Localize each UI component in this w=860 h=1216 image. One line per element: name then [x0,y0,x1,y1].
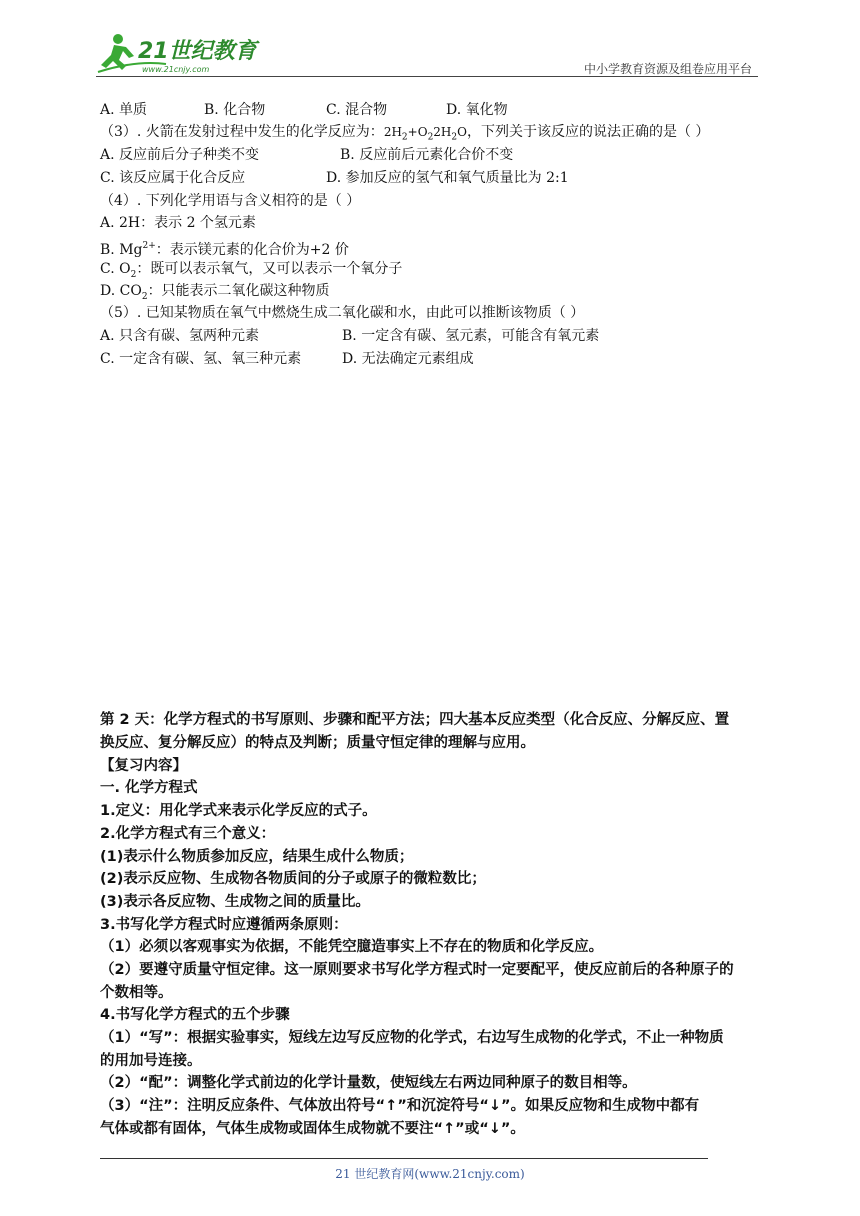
q5-options-row2 [100,349,474,369]
q2-option-a: A. 单质 [100,102,148,118]
day2-title-line2: 换反应、复分解反应）的特点及判断；质量守恒定律的理解与应用。 [100,735,535,751]
logo [96,30,266,78]
steps-heading: 4.书写化学方程式的五个步骤 [100,1007,290,1023]
q5-option-d: D. 无法确定元素组成 [342,351,474,367]
q3-option-a: A. 反应前后分子种类不变 [100,147,260,163]
q3-option-b: B. 反应前后元素化合价不变 [340,147,514,163]
principle-2-line1: （2）要遵守质量守恒定律。这一原则要求书写化学方程式时一定要配平，使反应前后的各种原子的 [100,962,734,978]
footer-divider [100,1158,708,1159]
principle-1: （1）必须以客观事实为依据，不能凭空臆造事实上不存在的物质和化学反应。 [100,939,604,955]
q5-option-a: A. 只含有碳、氢两种元素 [100,328,260,344]
q3-options-row2 [100,168,569,188]
q3-equation: $2H_2+O_22H_2O$ [383,125,467,143]
review-heading: 【复习内容】 [100,758,187,774]
q4-stem: （4）. 下列化学用语与含义相符的是（ ） [100,193,361,209]
q3-stem-pre: （3）. 火箭在发射过程中发生的化学反应为： [100,124,384,140]
q4-option-c: C. $O_2$：既可以表示氧气，又可以表示一个氧分子 [100,261,403,280]
meaning-2: (2)表示反应物、生成物各物质间的分子或原子的微粒数比； [100,871,486,887]
meaning-3: (3)表示各反应物、生成物之间的质量比。 [100,894,370,910]
q3-stem-post: ，下列关于该反应的说法正确的是（ ） [466,124,710,140]
q5-option-c: C. 一定含有碳、氢、氧三种元素 [100,351,302,367]
step-3-line2: 气体或都有固体，气体生成物或固体生成物就不要注“↑”或“↓”。 [100,1121,525,1137]
q3-stem [100,122,709,147]
step-3-line1: （3）“注”：注明反应条件、气体放出符号“↑”和沉淀符号“↓”。如果反应物和生成物中都有 [100,1098,700,1114]
meaning-heading: 2.化学方程式有三个意义： [100,826,276,842]
footer-text[interactable]: 21 世纪教育网(www.21cnjy.com) [335,1167,525,1181]
header-divider [96,76,758,77]
day2-title-line1: 第 2 天：化学方程式的书写原则、步骤和配平方法；四大基本反应类型（化合反应、分解反应、置 [100,712,730,728]
step-1-line2: 的用加号连接。 [100,1053,202,1069]
q2-option-c: C. 混合物 [326,102,388,118]
platform-name: 中小学教育资源及组卷应用平台 [583,62,752,76]
q5-stem: （5）. 已知某物质在氧气中燃烧生成二氧化碳和水，由此可以推断该物质（ ） [100,305,585,321]
definition: 1.定义：用化学式来表示化学反应的式子。 [100,803,377,819]
q3-option-d: D. 参加反应的氢气和氧气质量比为 2:1 [326,170,569,186]
principle-heading: 3.书写化学方程式时应遵循两条原则： [100,917,348,933]
q3-options-row1 [100,145,513,165]
q2-option-d: D. 氧化物 [446,102,508,118]
q2-option-b: B. 化合物 [204,102,266,118]
step-1-line1: （1）“写”：根据实验事实，短线左边写反应物的化学式，右边写生成物的化学式，不止一种物质 [100,1030,724,1046]
q4-option-b: B. $Mg^{2+}$：表示镁元素的化合价为+2 价 [100,241,349,258]
page-header [96,30,758,78]
q5-options-row1 [100,326,599,346]
q4-option-d: D. $CO_2$：只能表示二氧化碳这种物质 [100,283,330,302]
logo-url: www.21cnjy.com [142,65,210,74]
logo-text: 21世纪教育 [138,39,257,64]
q5-option-b: B. 一定含有碳、氢元素，可能含有氧元素 [342,328,600,344]
section-heading: 一. 化学方程式 [100,780,198,796]
principle-2-line2: 个数相等。 [100,985,173,1001]
q3-option-c: C. 该反应属于化合反应 [100,170,246,186]
step-2: （2）“配”：调整化学式前边的化学计量数，使短线左右两边同种原子的数目相等。 [100,1075,637,1091]
q4-option-a: A. 2H：表示 2 个氢元素 [100,215,256,231]
meaning-1: (1)表示什么物质参加反应，结果生成什么物质； [100,849,414,865]
q2-options [100,100,508,120]
